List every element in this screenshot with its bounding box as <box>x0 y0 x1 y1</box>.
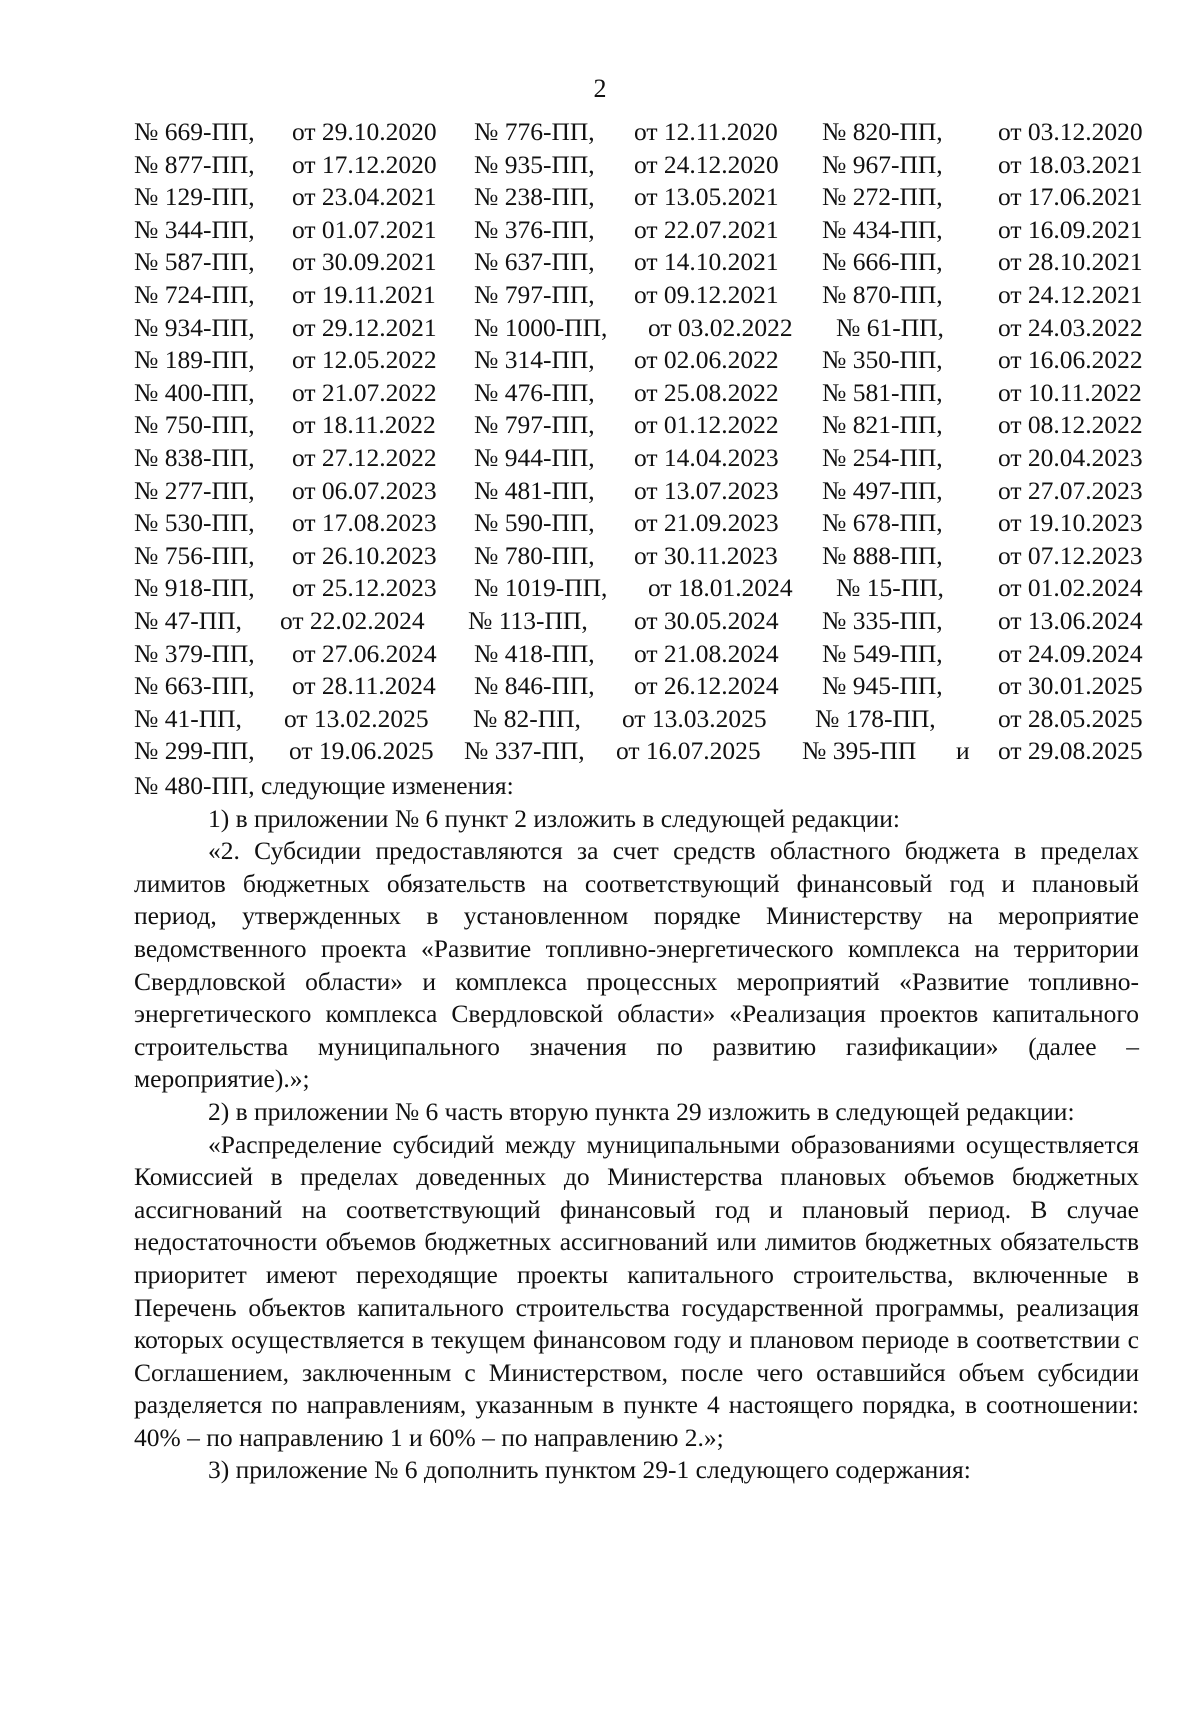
reference-number: № 238-ПП, <box>474 182 595 212</box>
reference-number: № 821-ПП, <box>822 410 943 440</box>
reference-number: № 581-ПП, <box>822 377 943 407</box>
reference-row <box>134 735 1143 768</box>
reference-number: № 395-ПП <box>802 736 917 766</box>
reference-number: № 272-ПП, <box>822 182 943 212</box>
reference-number: № 637-ПП, <box>474 247 595 277</box>
reference-row <box>134 344 1143 377</box>
reference-number: № 820-ПП, <box>822 117 943 146</box>
reference-row <box>134 572 1143 605</box>
reference-number: № 113-ПП, <box>468 605 588 635</box>
reference-number: № 934-ПП, <box>134 312 255 342</box>
item-2: 2) в приложении № 6 часть вторую пункта 29 изложить в следующей редакции: <box>208 1096 1075 1126</box>
reference-row <box>134 279 1143 312</box>
reference-number: № 277-ПП, <box>134 475 255 505</box>
reference-number: № 587-ПП, <box>134 247 255 277</box>
reference-date: от 17.06.2021 <box>998 182 1143 212</box>
reference-number: № 1019-ПП, <box>474 573 608 603</box>
reference-date: от 24.12.2020 <box>634 149 779 179</box>
reference-date: от 02.06.2022 <box>634 345 779 375</box>
reference-date: от 01.12.2022 <box>634 410 779 440</box>
reference-number: № 376-ПП, <box>474 214 595 244</box>
reference-date: от 12.05.2022 <box>292 345 437 375</box>
reference-date: от 01.07.2021 <box>292 214 437 244</box>
reference-number: № 666-ПП, <box>822 247 943 277</box>
reference-date: от 30.01.2025 <box>998 671 1143 701</box>
reference-date: от 28.11.2024 <box>292 671 436 701</box>
reference-number: № 335-ПП, <box>822 605 943 635</box>
reference-row <box>134 149 1143 182</box>
reference-date: от 22.07.2021 <box>634 214 779 244</box>
item-1-quote: «2. Субсидии предоставляются за счет средств областного бюджета в пределах лимитов бюджетных обязательств на соответствующий финансовый год и плановый период, утвержденных в установленном порядке Министерству на мероприятие ведомственного проекта «Развитие топливно-энергетического комплекса на территории Свердловской области» и комплекса процессных мероприятий «Развитие топливно-энергетического комплекса Свердловской области» «Реализация проектов капитального строительства муниципального значения по развитию газификации» (далее – мероприятие).»; <box>134 836 1139 1094</box>
reference-row <box>134 116 1143 149</box>
reference-date: от 30.11.2023 <box>634 540 778 570</box>
reference-date: от 12.11.2020 <box>634 117 778 146</box>
reference-row <box>134 605 1143 638</box>
reference-date: от 01.02.2024 <box>998 573 1143 603</box>
reference-row <box>134 214 1143 247</box>
reference-date: от 25.08.2022 <box>634 377 779 407</box>
reference-date: от 21.09.2023 <box>634 508 779 538</box>
reference-number: № 82-ПП, <box>473 703 581 733</box>
reference-date: от 14.10.2021 <box>634 247 779 277</box>
reference-row <box>134 377 1142 410</box>
reference-number: № 476-ПП, <box>474 377 595 407</box>
reference-date: от 13.05.2021 <box>634 182 779 212</box>
reference-date: от 09.12.2021 <box>634 279 779 309</box>
reference-number: № 678-ПП, <box>822 508 943 538</box>
reference-row <box>134 475 1143 508</box>
reference-date: от 27.06.2024 <box>292 638 437 668</box>
reference-date: от 17.12.2020 <box>292 149 437 179</box>
reference-date: от 16.09.2021 <box>998 214 1143 244</box>
reference-number: № 663-ПП, <box>134 671 255 701</box>
reference-date: от 18.11.2022 <box>292 410 436 440</box>
reference-row <box>134 638 1143 671</box>
item-1: 1) в приложении № 6 пункт 2 изложить в следующей редакции: <box>208 803 900 833</box>
reference-row <box>134 409 1143 442</box>
reference-row <box>134 442 1143 475</box>
reference-date: от 24.09.2024 <box>998 638 1143 668</box>
reference-number: № 344-ПП, <box>134 214 255 244</box>
reference-row <box>134 507 1143 540</box>
reference-date: от 13.02.2025 <box>284 703 429 733</box>
reference-number: № 418-ПП, <box>474 638 595 668</box>
reference-date: от 03.12.2020 <box>998 117 1143 146</box>
reference-number: № 888-ПП, <box>822 540 943 570</box>
reference-number: № 669-ПП, <box>134 117 255 146</box>
reference-date: от 20.04.2023 <box>998 442 1143 472</box>
reference-number: № 350-ПП, <box>822 345 943 375</box>
reference-number: № 750-ПП, <box>134 410 255 440</box>
reference-date: от 30.09.2021 <box>292 247 437 277</box>
reference-date: от 16.06.2022 <box>998 345 1143 375</box>
reference-date: от 27.07.2023 <box>998 475 1143 505</box>
reference-number: № 481-ПП, <box>474 475 595 505</box>
reference-number: № 590-ПП, <box>474 508 595 538</box>
reference-number: № 549-ПП, <box>822 638 943 668</box>
reference-date: от 19.11.2021 <box>292 279 436 309</box>
reference-row <box>134 312 1143 345</box>
reference-date: от 28.10.2021 <box>998 247 1143 277</box>
document-body <box>134 770 1139 1487</box>
reference-date: от 17.08.2023 <box>292 508 437 538</box>
reference-date: от 07.12.2023 <box>998 540 1143 570</box>
reference-number: № 129-ПП, <box>134 182 255 212</box>
item-2-quote: «Распределение субсидий между муниципальными образованиями осуществляется Комиссией в пределах доведенных до Министерства плановых объемов бюджетных ассигнований на соответствующий финансовый год и плановый период. В случае недостаточности объемов бюджетных ассигнований или лимитов бюджетных обязательств приоритет имеют переходящие проекты капитального строительства, включенные в Перечень объектов капитального строительства государственной программы, реализация которых осуществляется в текущем финансовом году и плановом периоде в соответствии с Соглашением, заключенным с Министерством, после чего оставшийся объем субсидии разделяется по направлениям, указанным в пункте 4 настоящего порядка, в соотношении: 40% – по направлению 1 и 60% – по направлению 2.»; <box>134 1129 1139 1452</box>
reference-number: № 944-ПП, <box>474 442 595 472</box>
reference-date: от 27.12.2022 <box>292 442 437 472</box>
reference-number: № 838-ПП, <box>134 442 255 472</box>
reference-number: № 797-ПП, <box>474 410 595 440</box>
reference-date: от 21.08.2024 <box>634 638 779 668</box>
reference-number: № 846-ПП, <box>474 671 595 701</box>
reference-number: № 379-ПП, <box>134 638 255 668</box>
reference-date: от 19.06.2025 <box>289 736 434 766</box>
reference-date: от 19.10.2023 <box>998 508 1143 538</box>
reference-number: № 178-ПП, <box>815 703 936 733</box>
item-3: 3) приложение № 6 дополнить пунктом 29-1 следующего содержания: <box>208 1455 971 1485</box>
reference-date: от 30.05.2024 <box>634 605 779 635</box>
reference-date: от 24.12.2021 <box>998 279 1143 309</box>
reference-number: № 314-ПП, <box>474 345 595 375</box>
reference-date: от 23.04.2021 <box>292 182 437 212</box>
reference-date: от 25.12.2023 <box>292 573 437 603</box>
reference-date: от 24.03.2022 <box>998 312 1143 342</box>
reference-number: № 530-ПП, <box>134 508 255 538</box>
reference-row <box>134 670 1143 703</box>
reference-date: от 18.01.2024 <box>648 573 793 603</box>
changes-lead-line: № 480-ПП, следующие изменения: <box>134 771 514 800</box>
reference-date: от 22.02.2024 <box>280 605 425 635</box>
reference-number: № 47-ПП, <box>134 605 242 635</box>
reference-date: от 06.07.2023 <box>292 475 437 505</box>
reference-number: № 337-ПП, <box>464 736 585 766</box>
reference-number: № 254-ПП, <box>822 442 943 472</box>
page-number: 2 <box>593 74 607 103</box>
reference-number: № 15-ПП, <box>836 573 944 603</box>
reference-number: № 877-ПП, <box>134 149 255 179</box>
reference-date: от 18.03.2021 <box>998 149 1143 179</box>
reference-date: от 03.02.2022 <box>648 312 793 342</box>
reference-number: № 41-ПП, <box>134 703 242 733</box>
reference-row <box>134 181 1143 214</box>
reference-number: № 776-ПП, <box>474 117 595 146</box>
reference-date: от 10.11.2022 <box>998 377 1142 407</box>
reference-row <box>134 246 1143 279</box>
reference-date: от 26.12.2024 <box>634 671 779 701</box>
reference-date: от 16.07.2025 <box>616 736 761 766</box>
reference-date: от 13.06.2024 <box>998 605 1143 635</box>
reference-number: № 400-ПП, <box>134 377 255 407</box>
reference-number: № 918-ПП, <box>134 573 255 603</box>
reference-date: от 29.10.2020 <box>292 117 437 146</box>
reference-number: № 434-ПП, <box>822 214 943 244</box>
reference-date: от 13.03.2025 <box>622 703 767 733</box>
reference-number: № 756-ПП, <box>134 540 255 570</box>
reference-number: № 189-ПП, <box>134 345 255 375</box>
reference-number: № 299-ПП, <box>134 736 255 766</box>
reference-number: № 780-ПП, <box>474 540 595 570</box>
reference-number: № 497-ПП, <box>822 475 943 505</box>
reference-date: от 28.05.2025 <box>998 703 1143 733</box>
reference-date: от 26.10.2023 <box>292 540 437 570</box>
reference-date: от 21.07.2022 <box>292 377 437 407</box>
reference-number: № 61-ПП, <box>836 312 944 342</box>
reference-conjunction: и <box>956 736 970 766</box>
reference-row <box>134 703 1143 736</box>
reference-number: № 935-ПП, <box>474 149 595 179</box>
reference-number: № 967-ПП, <box>822 149 943 179</box>
reference-number: № 1000-ПП, <box>474 312 608 342</box>
reference-row <box>134 540 1143 573</box>
reference-number: № 724-ПП, <box>134 279 255 309</box>
reference-date: от 14.04.2023 <box>634 442 779 472</box>
reference-number: № 945-ПП, <box>822 671 943 701</box>
reference-number: от 29.08.2025 <box>998 736 1143 766</box>
reference-number: № 797-ПП, <box>474 279 595 309</box>
resolution-reference-list <box>134 116 1143 768</box>
reference-date: от 29.12.2021 <box>292 312 437 342</box>
reference-number: № 870-ПП, <box>822 279 943 309</box>
reference-date: от 13.07.2023 <box>634 475 779 505</box>
reference-date: от 08.12.2022 <box>998 410 1143 440</box>
